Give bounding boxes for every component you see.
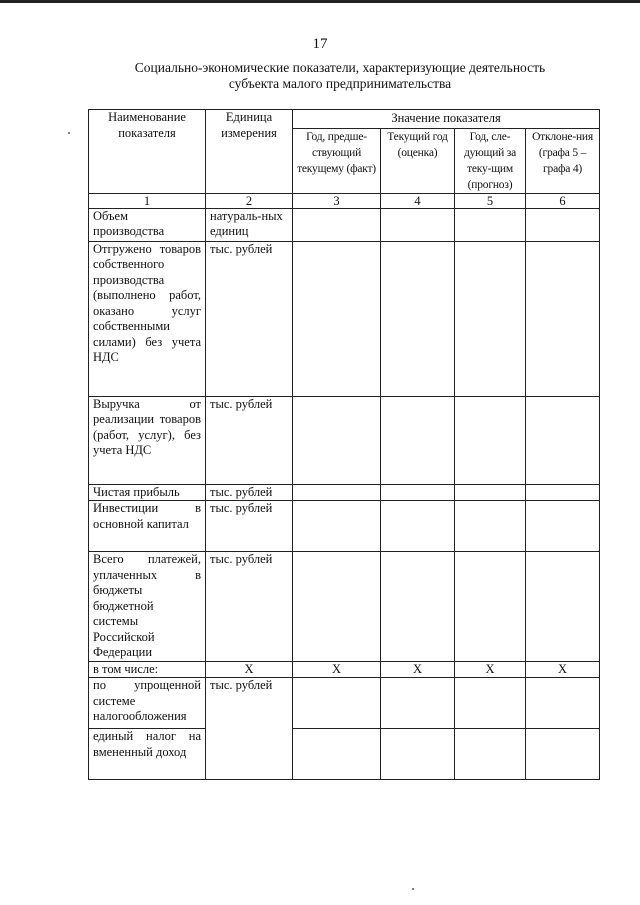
value-cell [526, 396, 600, 484]
header-indicator: Наименование показателя [89, 110, 206, 194]
value-cell [455, 678, 526, 729]
table-row [89, 552, 600, 662]
table-row [89, 501, 600, 552]
indicator-cell: в том числе: [89, 661, 206, 678]
indicator-cell: по упрощенной системе налогообложения [89, 678, 206, 729]
value-cell [381, 501, 455, 552]
column-number: 6 [526, 193, 600, 208]
indicator-cell: Чистая прибыль [89, 484, 206, 501]
value-cell [381, 552, 455, 662]
value-cell [526, 208, 600, 241]
value-cell [293, 241, 381, 396]
unit-cell: тыс. рублей [206, 552, 293, 662]
value-cell [526, 241, 600, 396]
column-number: 3 [293, 193, 381, 208]
column-number: 2 [206, 193, 293, 208]
value-cell [526, 678, 600, 729]
page-number: 17 [312, 36, 328, 52]
value-cell [293, 678, 381, 729]
indicators-table [88, 109, 600, 780]
table-row [89, 729, 600, 780]
value-cell [293, 208, 381, 241]
value-cell [381, 208, 455, 241]
unit-cell: тыс. рублей [206, 484, 293, 501]
indicator-cell: единый налог на вмененный доход [89, 729, 206, 780]
unit-cell: натураль-ных единиц [206, 208, 293, 241]
value-cell [455, 552, 526, 662]
value-cell [455, 396, 526, 484]
table-row [89, 241, 600, 396]
value-cell [381, 678, 455, 729]
value-cell [293, 729, 381, 780]
table-row [89, 678, 600, 729]
table-row [89, 484, 600, 501]
header-current-year: Текущий год (оценка) [381, 128, 455, 193]
indicator-cell: Объем производства [89, 208, 206, 241]
value-cell [455, 241, 526, 396]
unit-cell: тыс. рублей [206, 241, 293, 396]
value-cell [455, 208, 526, 241]
indicator-cell: Всего платежей, уплаченных в бюджеты бюджетной системы Российской Федерации [89, 552, 206, 662]
header-value-group: Значение показателя [293, 110, 600, 129]
value-cell [526, 552, 600, 662]
value-cell [526, 501, 600, 552]
x-mark-cell: X [293, 661, 381, 678]
header-prev-year: Год, предше-ствующий текущему (факт) [293, 128, 381, 193]
header-row [89, 110, 600, 129]
unit-cell: тыс. рублей [206, 678, 293, 780]
column-number: 5 [455, 193, 526, 208]
x-mark-cell: X [381, 661, 455, 678]
scan-speck [68, 132, 70, 134]
unit-cell: тыс. рублей [206, 501, 293, 552]
table-row [89, 396, 600, 484]
value-cell [455, 501, 526, 552]
value-cell [293, 552, 381, 662]
value-cell [455, 729, 526, 780]
value-cell [381, 241, 455, 396]
scan-speck [412, 888, 414, 890]
value-cell [455, 484, 526, 501]
title-line-2: субъекта малого предпринимательства [228, 76, 452, 91]
indicator-cell: Отгружено товаров собственного производства (выполнено работ, оказано услуг собственными силами) без учета НДС [89, 241, 206, 396]
value-cell [293, 501, 381, 552]
header-deviation: Отклоне-ния (графа 5 – графа 4) [526, 128, 600, 193]
header-next-year: Год, сле-дующий за теку-щим (прогноз) [455, 128, 526, 193]
column-number-row [89, 193, 600, 208]
title-line-1: Социально-экономические показатели, характеризующие деятельность [134, 60, 546, 75]
top-rule [0, 0, 640, 3]
value-cell [526, 729, 600, 780]
table-row [89, 661, 600, 678]
header-unit: Единица измерения [206, 110, 293, 194]
table-row [89, 208, 600, 241]
indicator-cell: Выручка от реализации товаров (работ, услуг), без учета НДС [89, 396, 206, 484]
value-cell [381, 396, 455, 484]
column-number: 4 [381, 193, 455, 208]
document-title [80, 60, 600, 92]
value-cell [293, 484, 381, 501]
indicator-cell: Инвестиции в основной капитал [89, 501, 206, 552]
value-cell [381, 484, 455, 501]
x-mark-cell: X [455, 661, 526, 678]
value-cell [293, 396, 381, 484]
x-mark-cell: X [526, 661, 600, 678]
column-number: 1 [89, 193, 206, 208]
value-cell [381, 729, 455, 780]
value-cell [526, 484, 600, 501]
x-mark-cell: X [206, 661, 293, 678]
unit-cell: тыс. рублей [206, 396, 293, 484]
